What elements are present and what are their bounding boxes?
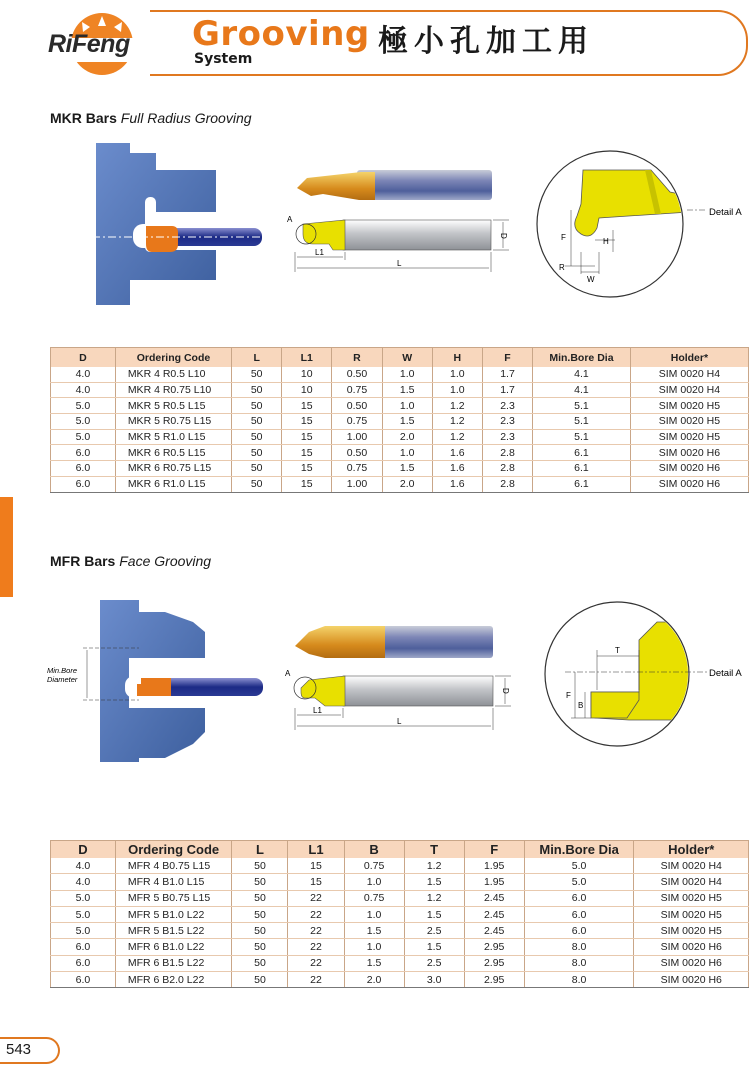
table-cell: 1.5 [404,874,464,890]
table-cell: 5.0 [51,923,116,939]
table-cell: 6.1 [533,476,631,492]
table-cell: 22 [288,955,344,971]
table-cell: 1.5 [382,382,432,398]
table-row [51,955,749,971]
table-cell: SIM 0020 H5 [634,923,749,939]
column-header: B [344,841,404,859]
mfr-spec-table [50,840,749,988]
table-row [51,874,749,890]
table-cell: 2.0 [344,972,404,988]
table-cell: 50 [232,461,282,477]
table-cell: 1.0 [344,906,404,922]
table-cell: MFR 5 B0.75 L15 [115,890,232,906]
table-cell: 4.1 [533,367,631,382]
table-row [51,890,749,906]
table-cell: 1.7 [482,367,532,382]
table-cell: SIM 0020 H6 [634,939,749,955]
table-cell: MKR 4 R0.5 L10 [115,367,231,382]
page-title-chinese: 極小孔加工用 [378,24,594,59]
table-header-row [51,841,749,859]
table-cell: 1.2 [404,890,464,906]
table-cell: SIM 0020 H6 [634,972,749,988]
mkr-name: MKR Bars [50,110,117,126]
table-cell: 50 [232,398,282,414]
table-cell: SIM 0020 H5 [630,414,748,430]
table-cell: 6.0 [524,923,634,939]
table-cell: 1.6 [432,476,482,492]
column-header: R [332,348,382,368]
table-cell: 50 [232,429,282,445]
table-cell: 8.0 [524,972,634,988]
table-cell: SIM 0020 H5 [634,906,749,922]
table-cell: 4.0 [51,874,116,890]
table-cell: 1.5 [382,461,432,477]
table-cell: 3.0 [404,972,464,988]
table-cell: 2.5 [404,955,464,971]
table-cell: SIM 0020 H4 [630,382,748,398]
mkr-workpiece-diagram [90,140,265,310]
column-header: L [232,841,288,859]
table-cell: 2.3 [482,414,532,430]
table-cell: SIM 0020 H4 [634,874,749,890]
table-cell: 50 [232,972,288,988]
table-row [51,414,749,430]
table-row [51,382,749,398]
table-cell: SIM 0020 H6 [630,445,748,461]
table-cell: 50 [232,939,288,955]
table-row [51,923,749,939]
table-cell: 50 [232,890,288,906]
table-row [51,476,749,492]
table-cell: MFR 6 B2.0 L22 [115,972,232,988]
table-cell: 1.0 [344,874,404,890]
table-cell: 5.0 [51,890,116,906]
table-cell: MKR 5 R0.5 L15 [115,398,231,414]
table-cell: 5.0 [51,429,116,445]
table-cell: 5.0 [524,874,634,890]
table-cell: 1.0 [382,367,432,382]
mkr-detail-h: H [603,237,609,246]
page-title: Grooving [192,14,370,54]
table-cell: 8.0 [524,939,634,955]
table-cell: MFR 4 B0.75 L15 [115,858,232,874]
table-cell: 1.5 [344,923,404,939]
table-row [51,939,749,955]
table-cell: 1.7 [482,382,532,398]
mkr-section-title [50,110,252,126]
table-cell: 4.0 [51,382,116,398]
table-row [51,461,749,477]
table-cell: MKR 6 R0.75 L15 [115,461,231,477]
mkr-detail-diagram [535,148,750,300]
table-cell: 1.5 [404,939,464,955]
table-cell: MFR 6 B1.5 L22 [115,955,232,971]
table-cell: 1.2 [432,398,482,414]
table-cell: MFR 6 B1.0 L22 [115,939,232,955]
table-cell: 2.5 [404,923,464,939]
table-cell: SIM 0020 H4 [634,858,749,874]
column-header: W [382,348,432,368]
table-cell: 10 [282,382,332,398]
mkr-label-l1: L1 [315,248,324,257]
table-cell: 22 [288,972,344,988]
table-cell: 2.95 [464,939,524,955]
table-cell: 8.0 [524,955,634,971]
mkr-label-l: L [397,259,402,268]
mfr-label-minbore-1: Min.Bore [47,666,78,675]
table-cell: SIM 0020 H4 [630,367,748,382]
table-cell: 6.0 [524,890,634,906]
page-subtitle: System [194,51,253,67]
table-cell: 1.00 [332,476,382,492]
table-cell: 1.0 [382,398,432,414]
table-cell: 0.75 [344,858,404,874]
table-cell: 50 [232,906,288,922]
mfr-label-minbore-2: Diameter [47,675,78,684]
mfr-detail-b: B [578,701,584,710]
table-cell: 1.0 [382,445,432,461]
table-cell: 0.50 [332,367,382,382]
table-cell: 6.1 [533,445,631,461]
table-cell: 1.2 [404,858,464,874]
column-header: T [404,841,464,859]
table-cell: 2.8 [482,476,532,492]
column-header: Min.Bore Dia [533,348,631,368]
mfr-name: MFR Bars [50,553,116,569]
table-cell: 22 [288,923,344,939]
table-cell: 1.0 [432,382,482,398]
table-cell: SIM 0020 H6 [630,461,748,477]
column-header: L1 [282,348,332,368]
table-cell: 5.0 [51,398,116,414]
table-cell: MKR 5 R1.0 L15 [115,429,231,445]
table-cell: 0.75 [332,461,382,477]
table-cell: 5.0 [51,414,116,430]
table-cell: 1.5 [344,955,404,971]
table-cell: 2.95 [464,972,524,988]
table-cell: 6.0 [51,445,116,461]
column-header: H [432,348,482,368]
table-cell: 1.6 [432,461,482,477]
column-header: Ordering Code [115,348,231,368]
mkr-detail-label: Detail A [709,207,742,218]
table-cell: 50 [232,367,282,382]
table-cell: 22 [288,906,344,922]
mkr-detail-f: F [561,233,566,242]
table-cell: 22 [288,890,344,906]
table-cell: MKR 6 R0.5 L15 [115,445,231,461]
table-cell: 6.0 [51,955,116,971]
table-cell: 15 [282,476,332,492]
table-header-row [51,348,749,368]
table-cell: 1.95 [464,858,524,874]
table-row [51,367,749,382]
table-cell: MKR 4 R0.75 L10 [115,382,231,398]
mkr-detail-r: R [559,263,565,272]
table-row [51,429,749,445]
mkr-detail-w: W [587,275,595,284]
mfr-workpiece-diagram [45,596,270,766]
table-cell: 50 [232,445,282,461]
column-header: Holder* [630,348,748,368]
table-cell: 4.0 [51,367,116,382]
table-cell: 15 [282,414,332,430]
section-side-tab [0,497,13,597]
table-cell: 15 [288,858,344,874]
table-cell: 6.0 [524,906,634,922]
table-cell: 1.5 [404,906,464,922]
table-cell: 5.1 [533,398,631,414]
table-cell: 2.0 [382,429,432,445]
mkr-tool-diagram [285,160,515,275]
table-cell: 2.0 [382,476,432,492]
mfr-section-title [50,553,211,569]
mkr-spec-table [50,347,749,493]
mfr-tool-diagram [285,618,515,733]
table-cell: 1.0 [344,939,404,955]
mfr-label-d: D [501,688,510,694]
table-row [51,858,749,874]
table-row [51,445,749,461]
table-cell: MKR 5 R0.75 L15 [115,414,231,430]
table-cell: 22 [288,939,344,955]
table-cell: 4.1 [533,382,631,398]
table-cell: MKR 6 R1.0 L15 [115,476,231,492]
table-cell: 50 [232,476,282,492]
table-row [51,972,749,988]
table-cell: 50 [232,923,288,939]
table-cell: 0.50 [332,398,382,414]
table-cell: SIM 0020 H6 [630,476,748,492]
table-cell: 5.1 [533,414,631,430]
table-cell: 2.45 [464,890,524,906]
table-cell: 15 [282,398,332,414]
table-cell: MFR 5 B1.0 L22 [115,906,232,922]
mkr-label-d: D [499,233,508,239]
table-cell: 2.45 [464,923,524,939]
table-cell: 50 [232,858,288,874]
column-header: Ordering Code [115,841,232,859]
table-cell: SIM 0020 H5 [630,398,748,414]
column-header: F [482,348,532,368]
mfr-detail-f: F [566,691,571,700]
mfr-detail-t: T [615,646,620,655]
table-row [51,906,749,922]
table-cell: 15 [282,445,332,461]
table-cell: 2.3 [482,429,532,445]
table-cell: 2.8 [482,461,532,477]
table-cell: 1.95 [464,874,524,890]
table-cell: 1.5 [382,414,432,430]
table-cell: 50 [232,382,282,398]
column-header: L1 [288,841,344,859]
table-cell: 2.3 [482,398,532,414]
table-cell: SIM 0020 H5 [630,429,748,445]
table-row [51,398,749,414]
table-cell: 1.2 [432,429,482,445]
column-header: D [51,348,116,368]
mfr-label-l: L [397,717,402,726]
mkr-desc: Full Radius Grooving [120,110,252,126]
mfr-detail-label: Detail A [709,668,742,679]
table-cell: SIM 0020 H6 [634,955,749,971]
column-header: L [232,348,282,368]
table-cell: 1.2 [432,414,482,430]
table-cell: 6.0 [51,972,116,988]
table-cell: 1.00 [332,429,382,445]
table-cell: MFR 4 B1.0 L15 [115,874,232,890]
mfr-desc: Face Grooving [119,553,212,569]
table-cell: 2.45 [464,906,524,922]
column-header: Holder* [634,841,749,859]
page-number: 543 [6,1041,32,1058]
table-cell: 0.75 [344,890,404,906]
table-cell: 0.50 [332,445,382,461]
mfr-label-l1: L1 [313,706,322,715]
table-cell: 1.6 [432,445,482,461]
mkr-label-a: A [287,215,293,224]
table-cell: 5.0 [51,906,116,922]
table-cell: 50 [232,874,288,890]
table-cell: 1.0 [432,367,482,382]
table-cell: 15 [288,874,344,890]
table-cell: 6.0 [51,939,116,955]
table-cell: 5.1 [533,429,631,445]
table-cell: 0.75 [332,414,382,430]
table-cell: 50 [232,414,282,430]
table-cell: 50 [232,955,288,971]
table-cell: MFR 5 B1.5 L22 [115,923,232,939]
table-cell: 6.0 [51,476,116,492]
table-cell: 6.1 [533,461,631,477]
table-cell: 2.95 [464,955,524,971]
brand-name: RiFeng [48,30,130,58]
mfr-detail-diagram [535,600,750,752]
table-cell: 6.0 [51,461,116,477]
column-header: D [51,841,116,859]
table-cell: SIM 0020 H5 [634,890,749,906]
mfr-label-a: A [285,669,291,678]
column-header: Min.Bore Dia [524,841,634,859]
column-header: F [464,841,524,859]
table-cell: 2.8 [482,445,532,461]
table-cell: 0.75 [332,382,382,398]
table-cell: 5.0 [524,858,634,874]
table-cell: 15 [282,461,332,477]
table-cell: 15 [282,429,332,445]
table-cell: 10 [282,367,332,382]
table-cell: 4.0 [51,858,116,874]
